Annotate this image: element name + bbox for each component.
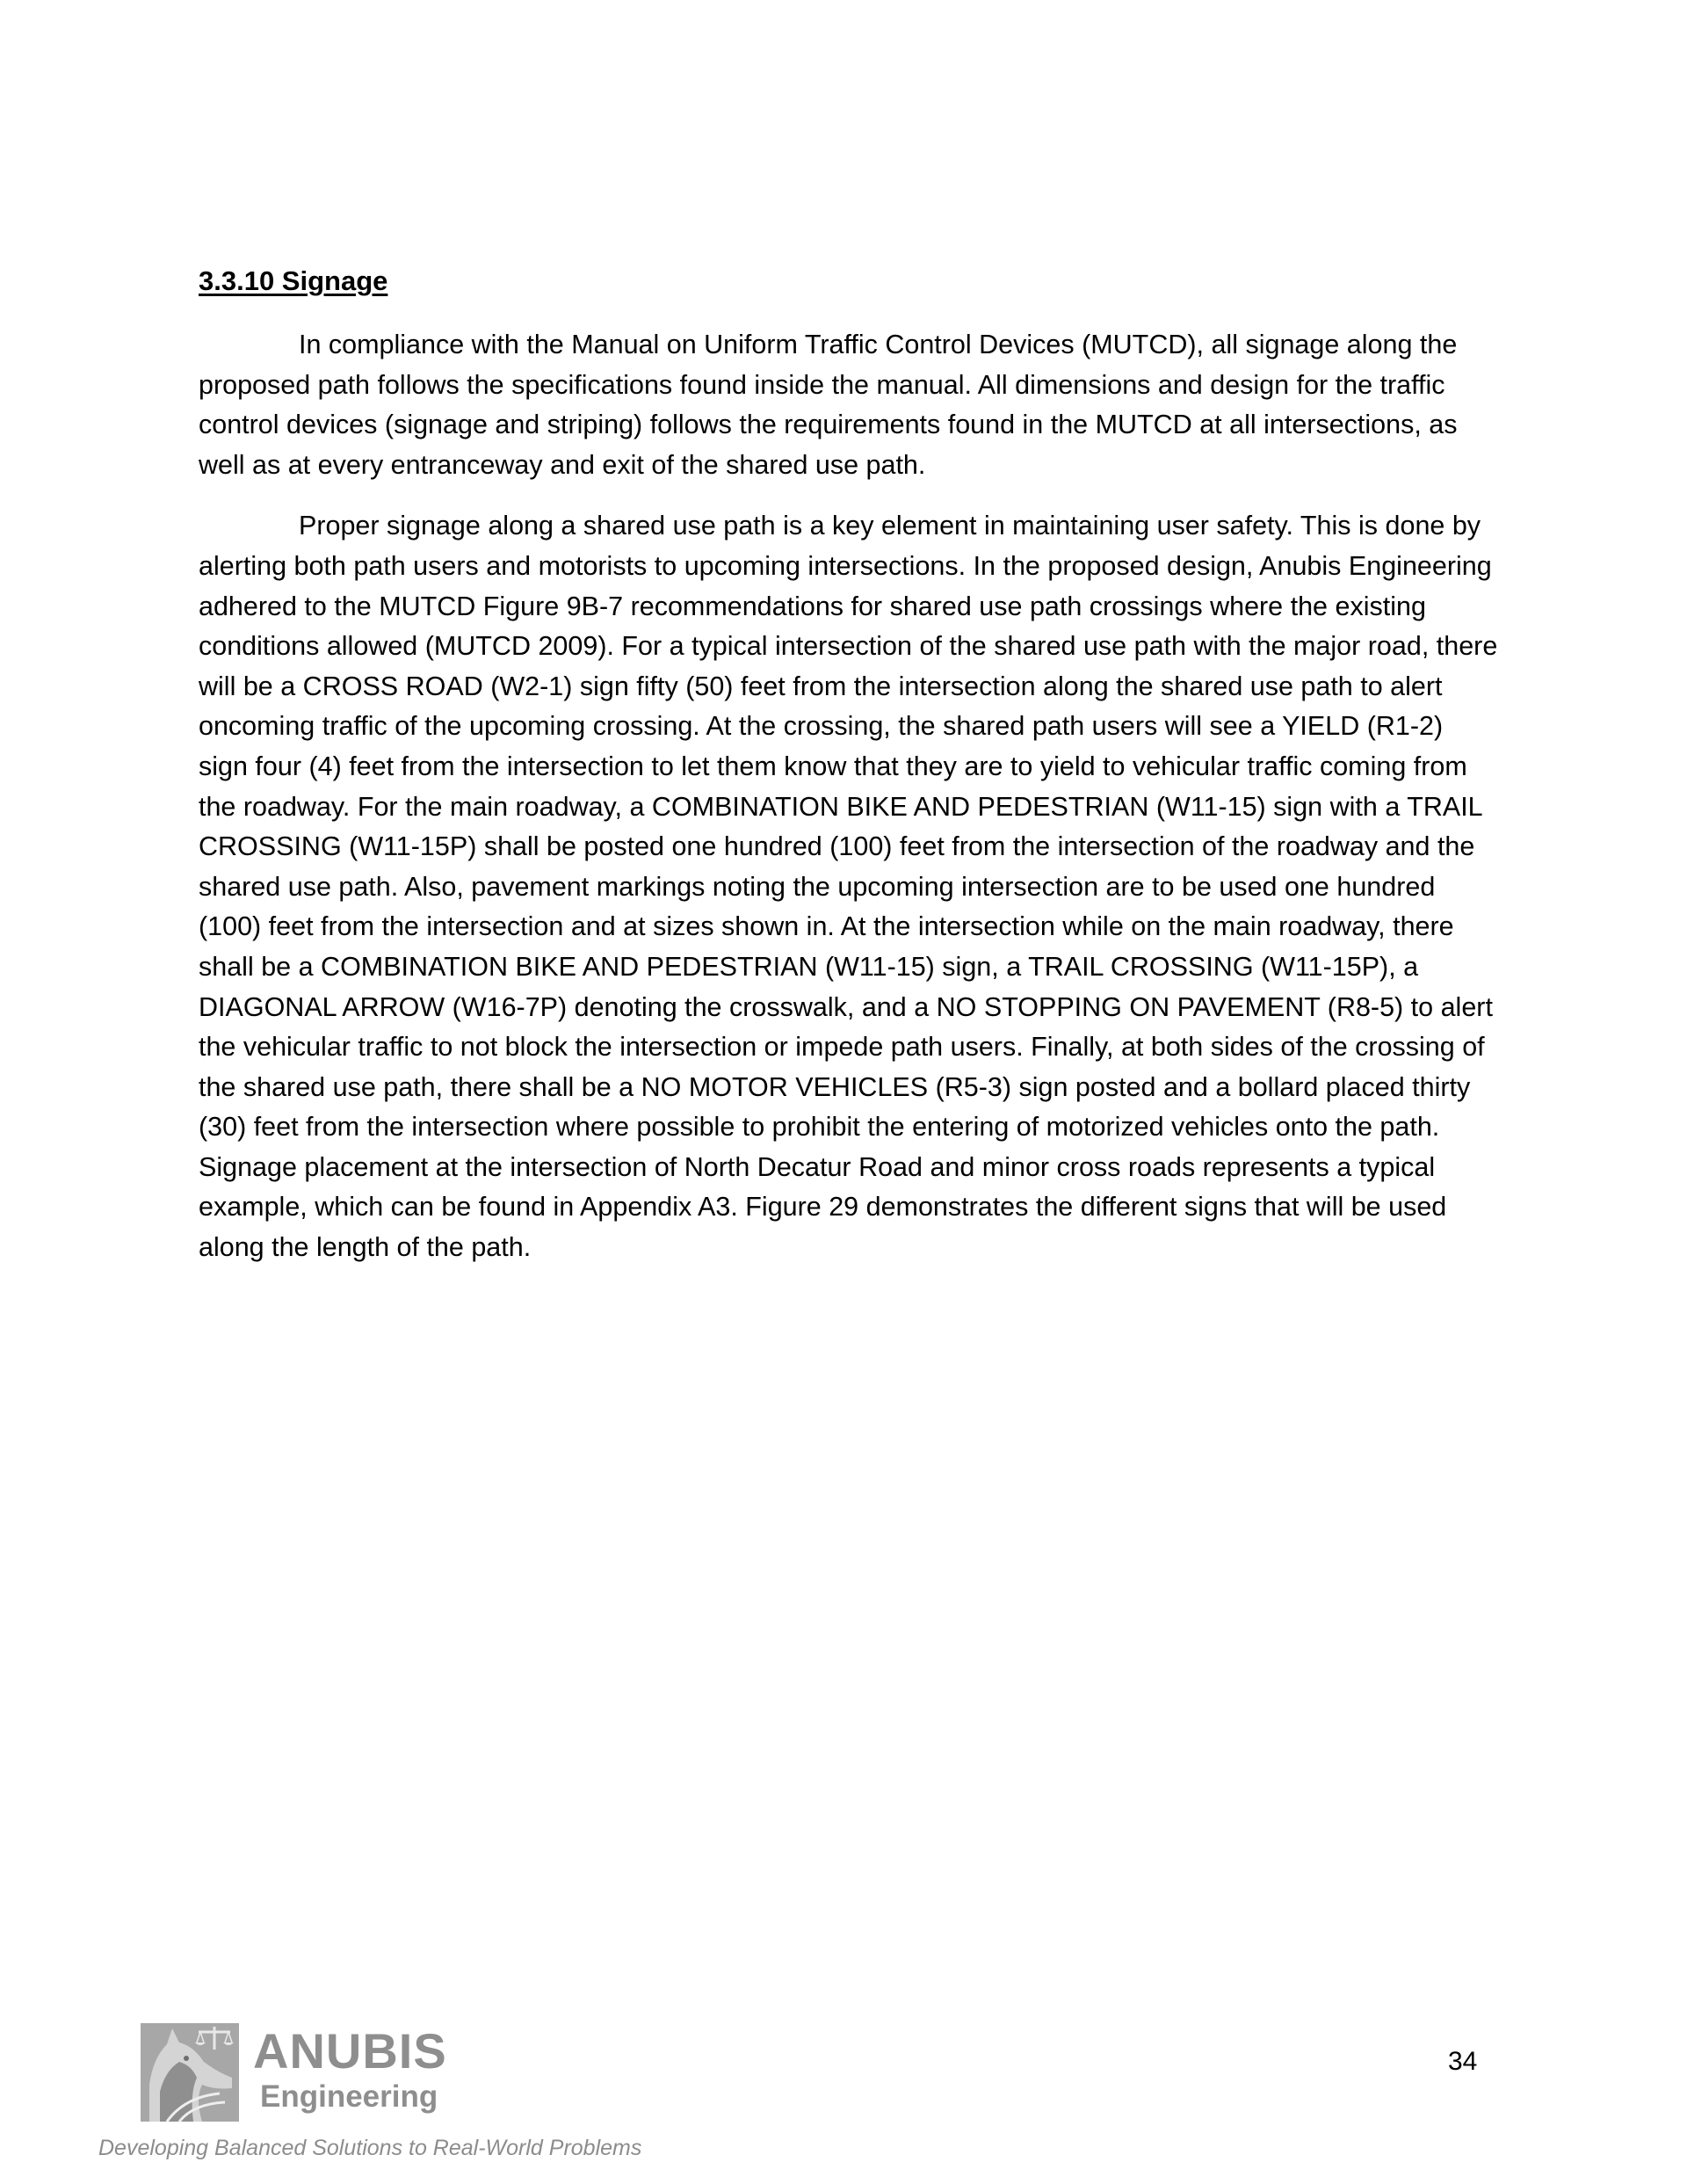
page-number: 34 <box>1448 2047 1478 2076</box>
logo-subtitle: Engineering <box>260 2079 438 2114</box>
footer-tagline: Developing Balanced Solutions to Real-World Problems <box>98 2136 642 2160</box>
logo-wordmark: ANUBIS <box>253 2023 447 2079</box>
paragraph-mutcd-compliance: In compliance with the Manual on Uniform Traffic Control Devices (MUTCD), all signage along the proposed path follows the specifications found inside the manual. All dimensions and design for the traffic control devices (signage and striping) follows the requirements found in the MUTCD at all intersections, as well as at every entranceway and exit of the shared use path. <box>199 330 1458 480</box>
company-logo <box>141 2023 447 2122</box>
main-content <box>199 255 1499 1289</box>
anubis-jackal-scales-icon <box>141 2023 239 2122</box>
section-heading: 3.3.10 Signage <box>199 265 388 296</box>
paragraph-signage-details: Proper signage along a shared use path is a key element in maintaining user safety. This is done by alerting both path users and motorists to upcoming intersections. In the proposed design, Anubis Engineering adhered to the MUTCD Figure 9B-7 recommendations for shared use path crossings where the existing conditions allowed (MUTCD 2009). For a typical intersection of the shared use path with the major road, there will be a CROSS ROAD (W2-1) sign fifty (50) feet from the intersection along the shared use path to alert oncoming traffic of the upcoming crossing. At the crossing, the shared path users will see a YIELD (R1-2) sign four (4) feet from the intersection to let them know that they are to yield to vehicular traffic coming from the roadway. For the main roadway, a COMBINATION BIKE AND PEDESTRIAN (W11-15) sign with a TRAIL CROSSING (W11-15P) shall be posted one hundred (100) feet from the intersection of the roadway and the shared use path. Also, pavement markings noting the upcoming intersection are to be used one hundred (100) feet from the intersection and at sizes shown in. At the intersection while on the main roadway, there shall be a COMBINATION BIKE AND PEDESTRIAN (W11-15) sign, a TRAIL CROSSING (W11-15P), a DIAGONAL ARROW (W16-7P) denoting the crosswalk, and a NO STOPPING ON PAVEMENT (R8-5) to alert the vehicular traffic to not block the intersection or impede path users. Finally, at both sides of the crossing of the shared use path, there shall be a NO MOTOR VEHICLES (R5-3) sign posted and a bollard placed thirty (30) feet from the intersection where possible to prohibit the entering of motorized vehicles onto the path. Signage placement at the intersection of North Decatur Road and minor cross roads represents a typical example, which can be found in Appendix A3. Figure 29 demonstrates the different signs that will be used along the length of the path. <box>199 511 1498 1263</box>
